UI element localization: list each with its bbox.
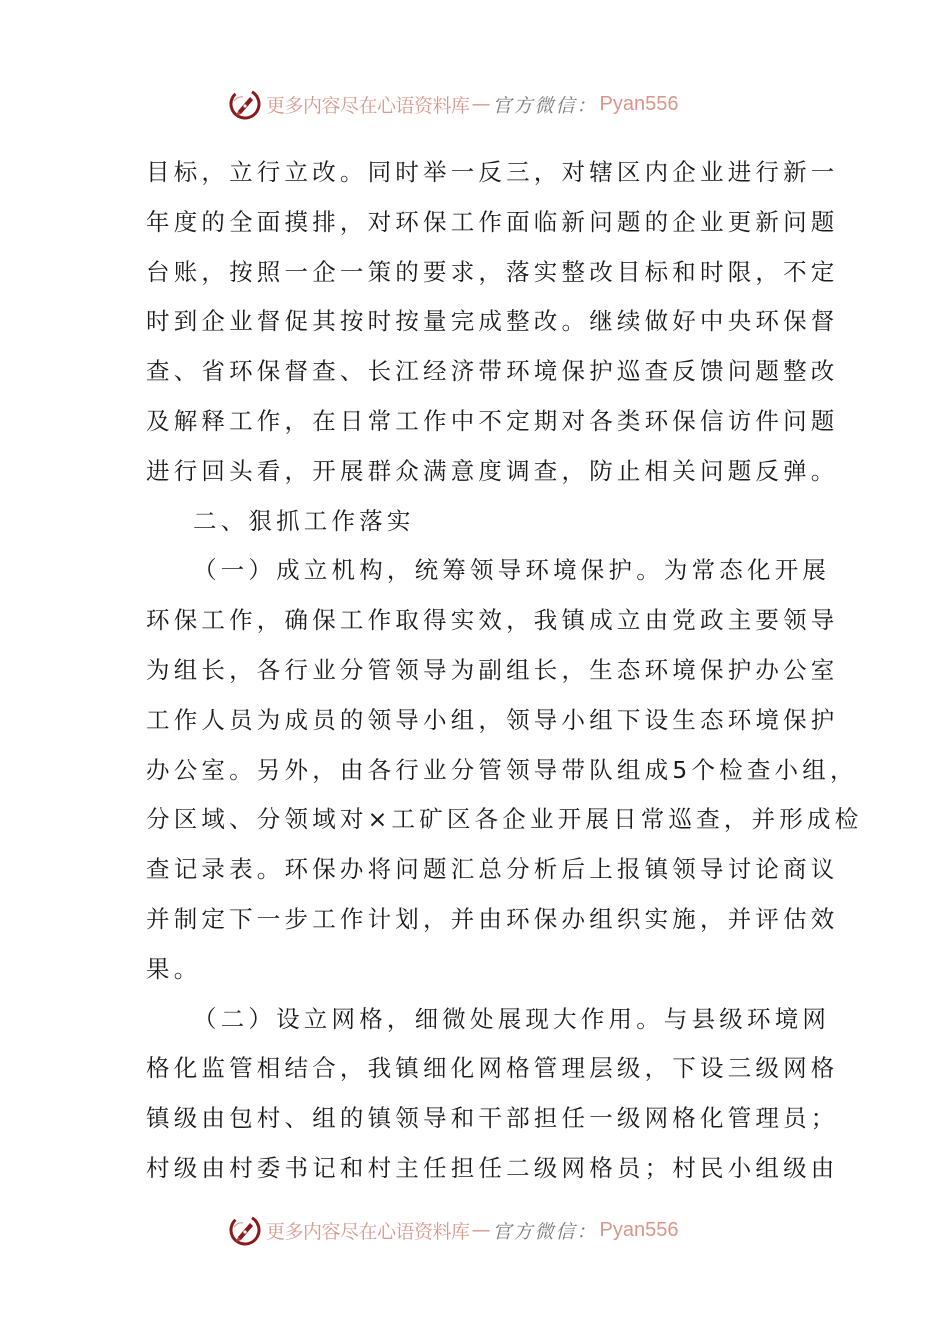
body-line: 镇级由包村、组的镇领导和干部担任一级网格化管理员； [146, 1104, 839, 1133]
watermark-dash: — [471, 1219, 491, 1241]
body-line: 环保工作，确保工作取得实效，我镇成立由党政主要领导 [146, 606, 839, 635]
watermark-header [228, 84, 728, 124]
body-line: 分区域、分领域对×工矿区各企业开展日常巡查，并形成检 [146, 805, 863, 834]
body-line: 办公室。另外，由各行业分管领导带队组成5个检查小组， [146, 755, 858, 784]
body-line: 为组长，各行业分管领导为副组长，生态环境保护办公室 [146, 655, 839, 684]
pen-nib-logo-icon [228, 87, 262, 121]
watermark-official-label: 官方微信： [492, 1220, 598, 1243]
watermark-account-id: Pyan556 [599, 92, 679, 115]
document-body [146, 148, 863, 1194]
body-line: 果。 [146, 954, 202, 983]
watermark-dash: — [471, 93, 491, 115]
body-line: 查、省环保督查、长江经济带环境保护巡查反馈问题整改 [146, 357, 839, 386]
watermark-account-id: Pyan556 [599, 1218, 679, 1241]
body-line: 进行回头看，开展群众满意度调查，防止相关问题反弹。 [146, 456, 839, 485]
watermark-main-text: 更多内容尽在心语资料库 [266, 94, 470, 117]
body-line: 及解释工作，在日常工作中不定期对各类环保信访件问题 [146, 406, 839, 435]
body-line: 村级由村委书记和村主任担任二级网格员；村民小组级由 [146, 1153, 839, 1182]
watermark-footer [228, 1210, 728, 1250]
subsection-lead-line: （二）设立网格，细微处展现大作用。与县级环境网 [193, 1004, 831, 1033]
watermark-main-text: 更多内容尽在心语资料库 [266, 1220, 470, 1243]
subsection-lead-line: （一）成立机构，统筹领导环境保护。为常态化开展 [193, 556, 831, 585]
body-line: 目标，立行立改。同时举一反三，对辖区内企业进行新一 [146, 158, 839, 186]
body-line: 年度的全面摸排，对环保工作面临新问题的企业更新问题 [146, 207, 839, 236]
pen-nib-logo-icon [228, 1213, 262, 1247]
watermark-official-label: 官方微信： [492, 94, 598, 117]
body-line: 并制定下一步工作计划，并由环保办组织实施，并评估效 [146, 904, 839, 933]
body-line: 查记录表。环保办将问题汇总分析后上报镇领导讨论商议 [146, 855, 839, 884]
body-line: 格化监管相结合，我镇细化网格管理层级，下设三级网格 [146, 1054, 839, 1083]
section-heading: 二、狠抓工作落实 [193, 506, 415, 535]
body-line: 时到企业督促其按时按量完成整改。继续做好中央环保督 [146, 307, 839, 336]
body-line: 台账，按照一企一策的要求，落实整改目标和时限，不定 [146, 257, 839, 286]
body-line: 工作人员为成员的领导小组，领导小组下设生态环境保护 [146, 705, 839, 734]
